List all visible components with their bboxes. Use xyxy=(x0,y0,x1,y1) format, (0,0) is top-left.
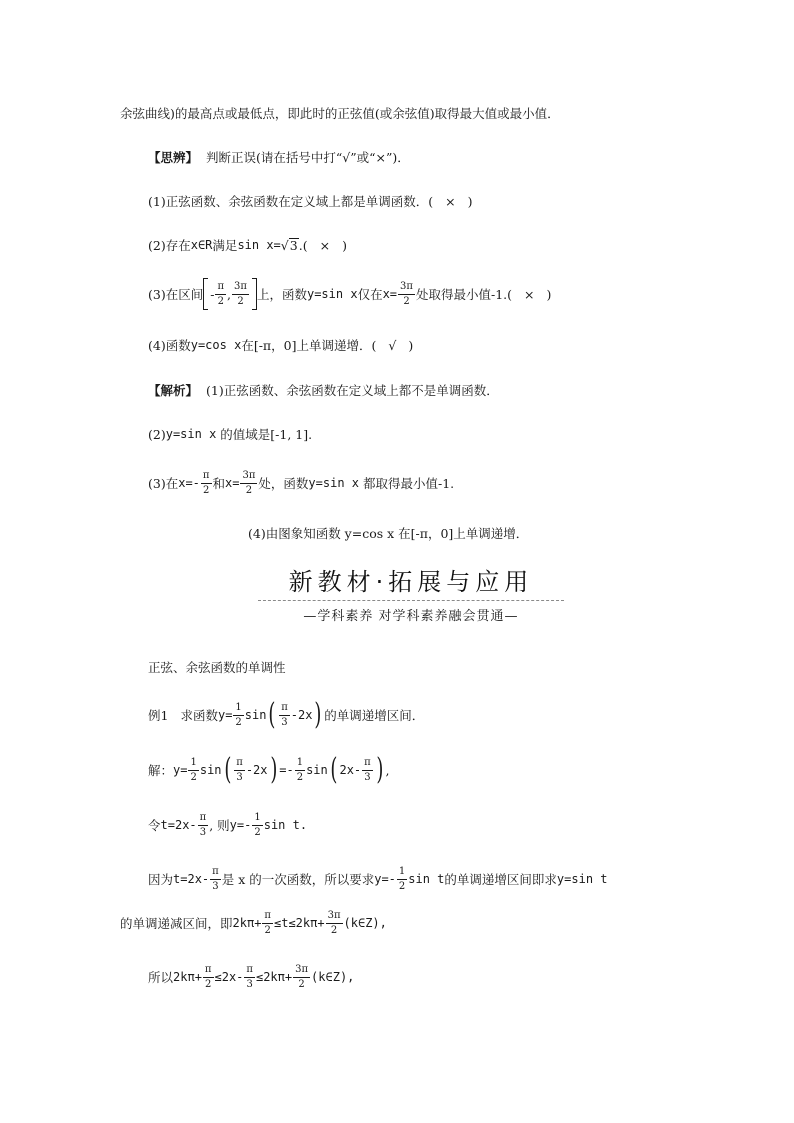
sibian-label: 【思辨】 xyxy=(148,150,199,165)
math-expr: y=sin x xyxy=(308,476,359,490)
fraction: $\frac{\pi}{3}$ xyxy=(236,756,243,783)
jiexi-text: (4)由图象知函数 y=cos x 在[-π，0]上单调递增． xyxy=(248,526,529,541)
item-text: 函数 xyxy=(165,338,191,353)
sibian-item-2 xyxy=(148,228,347,262)
math-expr: y=cos x xyxy=(190,338,242,352)
math-expr: ≤t≤2kπ+ xyxy=(274,916,325,930)
sqrt-expr xyxy=(281,238,299,253)
sibian-item-3 xyxy=(148,277,551,311)
math-expr: y=sin x xyxy=(306,287,358,301)
right-paren: ) xyxy=(269,752,277,787)
math-expr: x= xyxy=(225,476,240,490)
jiexi-line-1 xyxy=(148,373,499,407)
item-text: 满足 xyxy=(212,238,238,253)
jiexi-line-3 xyxy=(148,466,454,500)
item-text: 在区间 xyxy=(165,287,204,302)
item-close: ) xyxy=(342,237,347,253)
item-number: (2) xyxy=(148,426,166,442)
fraction: $\frac{1}{2}$ xyxy=(235,701,242,728)
math-expr: t=2x- xyxy=(160,818,197,832)
math-expr: 2kπ+ xyxy=(232,916,262,930)
solution-line-2 xyxy=(148,808,307,842)
item-answer: × xyxy=(319,237,331,253)
topic-title: 正弦、余弦函数的单调性 xyxy=(148,660,286,675)
solution-text: 因为 xyxy=(148,872,174,887)
math-expr: t=2x- xyxy=(173,872,210,886)
jiexi-text: 的值域是[-1, 1]. xyxy=(220,427,313,442)
item-close: ) xyxy=(408,337,414,353)
solution-line-4 xyxy=(120,906,387,940)
math-expr: sin xyxy=(244,708,267,722)
sibian-item-4 xyxy=(148,328,413,362)
item-close: ) xyxy=(546,286,552,302)
math-expr: y=sin x xyxy=(165,427,217,441)
item-text: 仅在 xyxy=(357,287,383,302)
item-number: (4) xyxy=(148,337,166,353)
math-expr: x∈R xyxy=(190,238,213,252)
math-expr: -2x xyxy=(245,763,268,777)
fraction: $\frac{\pi}{2}$ xyxy=(264,909,271,936)
solution-text: 所以 xyxy=(148,970,174,985)
solution-text: 的单调递增区间即求 xyxy=(444,872,557,887)
math-expr: y= xyxy=(217,708,233,722)
sibian-heading xyxy=(148,140,410,174)
math-expr: (k∈Z), xyxy=(343,916,387,930)
left-paren: ( xyxy=(330,752,338,787)
comma: , xyxy=(227,286,232,302)
solution-line-1 xyxy=(148,753,389,787)
math-expr: y=sin t xyxy=(556,872,608,886)
jiexi-text: 都取得最小值-1. xyxy=(363,476,455,491)
minus-sign: - xyxy=(210,286,215,302)
item-answer: √ xyxy=(388,337,397,353)
math-expr: -2x xyxy=(290,708,313,722)
solution-line-3 xyxy=(148,862,608,896)
jiexi-text: (1)正弦函数、余弦函数在定义域上都不是单调函数． xyxy=(206,383,499,398)
banner-title: 新教材·拓展与应用 xyxy=(258,562,564,601)
fraction: $\frac{3\pi}{2}$ xyxy=(295,963,309,990)
item-text: 存在 xyxy=(165,238,191,253)
sqrt-radicand: 3 xyxy=(289,237,298,253)
fraction: $\frac{1}{2}$ xyxy=(296,756,304,783)
example-line xyxy=(148,698,424,732)
solution-text: 是 x 的一次函数，所以要求 xyxy=(221,872,375,887)
jiexi-text: 在 xyxy=(165,476,179,491)
solution-line-5 xyxy=(148,960,354,994)
fraction: $\frac{3\pi}{2}$ xyxy=(242,469,256,496)
fraction: $\frac{\pi}{3}$ xyxy=(281,701,288,728)
math-expr: y= xyxy=(173,763,188,777)
fraction: $\frac{3\pi}{2}$ xyxy=(327,909,341,936)
fraction: $\frac{\pi}{3}$ xyxy=(212,865,219,892)
math-expr: y=- xyxy=(229,818,252,832)
item-text: .( xyxy=(298,237,308,253)
math-expr: ≤2x- xyxy=(214,970,244,984)
section-banner xyxy=(258,562,564,624)
math-expr: ≤2kπ+ xyxy=(255,970,293,984)
left-paren: ( xyxy=(223,752,231,787)
fraction: $\frac{\pi}{3}$ xyxy=(246,963,253,990)
example-label: 例1 xyxy=(148,708,169,723)
example-text: 的单调递增区间． xyxy=(324,708,425,723)
math-expr: sin x= xyxy=(237,238,281,252)
math-expr: y=- xyxy=(374,872,396,886)
fraction: $\frac{3\pi}{2}$ xyxy=(400,280,413,307)
jiexi-text: 处，函数 xyxy=(258,476,309,491)
sibian-item-1 xyxy=(148,184,472,218)
item-text: 正弦函数、余弦函数在定义域上都是单调函数．( xyxy=(165,194,434,209)
math-expr: sin xyxy=(199,763,222,777)
item-number: (3) xyxy=(148,475,166,491)
right-paren: ) xyxy=(376,752,384,787)
jiexi-text: 和 xyxy=(212,476,226,491)
math-expr: =- xyxy=(279,763,294,777)
math-expr: x= xyxy=(382,287,398,301)
fraction: $\frac{1}{2}$ xyxy=(190,756,197,783)
banner-subtitle: —学科素养 对学科素养融会贯通— xyxy=(303,609,519,624)
math-expr: sin xyxy=(306,763,328,777)
math-expr: 2x- xyxy=(339,763,362,777)
solution-label: 解： xyxy=(148,763,174,778)
item-number: (3) xyxy=(148,286,166,302)
fraction: $\frac{\pi}{2}$ xyxy=(202,469,210,496)
item-close: ) xyxy=(467,193,473,209)
solution-text: 令 xyxy=(148,818,161,833)
fraction: $\frac{3\pi}{2}$ xyxy=(234,280,247,307)
math-expr: 2kπ+ xyxy=(173,970,202,984)
fraction: $\frac{\pi}{2}$ xyxy=(217,280,225,307)
item-text: 在[-π，0]上单调递增．( xyxy=(241,338,377,353)
item-number: (2) xyxy=(148,237,166,253)
item-number: (1) xyxy=(148,193,166,209)
item-text: 上，函数 xyxy=(256,287,307,302)
jiexi-line-4 xyxy=(248,516,528,550)
fraction: $\frac{\pi}{2}$ xyxy=(204,963,212,990)
fraction: $\frac{\pi}{3}$ xyxy=(199,811,207,838)
solution-text: 的单调递减区间，即 xyxy=(120,916,233,931)
solution-text: , 则 xyxy=(209,818,230,833)
math-expr: sin t. xyxy=(263,818,308,832)
math-expr: x=- xyxy=(178,476,200,490)
item-answer: × xyxy=(445,193,456,209)
topic-line xyxy=(148,650,286,684)
math-expr: (k∈Z), xyxy=(311,970,355,984)
fraction: $\frac{1}{2}$ xyxy=(254,811,261,838)
fraction: $\frac{\pi}{3}$ xyxy=(364,756,371,783)
item-answer: × xyxy=(524,286,535,302)
jiexi-line-2 xyxy=(148,417,312,451)
left-bracket xyxy=(203,278,208,310)
sqrt-symbol: √ xyxy=(280,237,289,253)
left-paren: ( xyxy=(268,697,276,732)
fraction: $\frac{1}{2}$ xyxy=(398,865,406,892)
intro-text: 余弦曲线)的最高点或最低点，即此时的正弦值(或余弦值)取得最大值或最小值． xyxy=(120,106,560,121)
item-text: 处取得最小值-1.( xyxy=(415,287,512,302)
math-expr: sin t xyxy=(408,872,445,886)
intro-line xyxy=(120,96,560,130)
example-text: 求函数 xyxy=(180,708,218,723)
solution-text: , xyxy=(385,762,390,778)
right-paren: ) xyxy=(314,697,322,732)
jiexi-label: 【解析】 xyxy=(148,383,199,398)
sibian-prompt: 判断正误(请在括号中打“√”或“×”)． xyxy=(206,150,410,165)
